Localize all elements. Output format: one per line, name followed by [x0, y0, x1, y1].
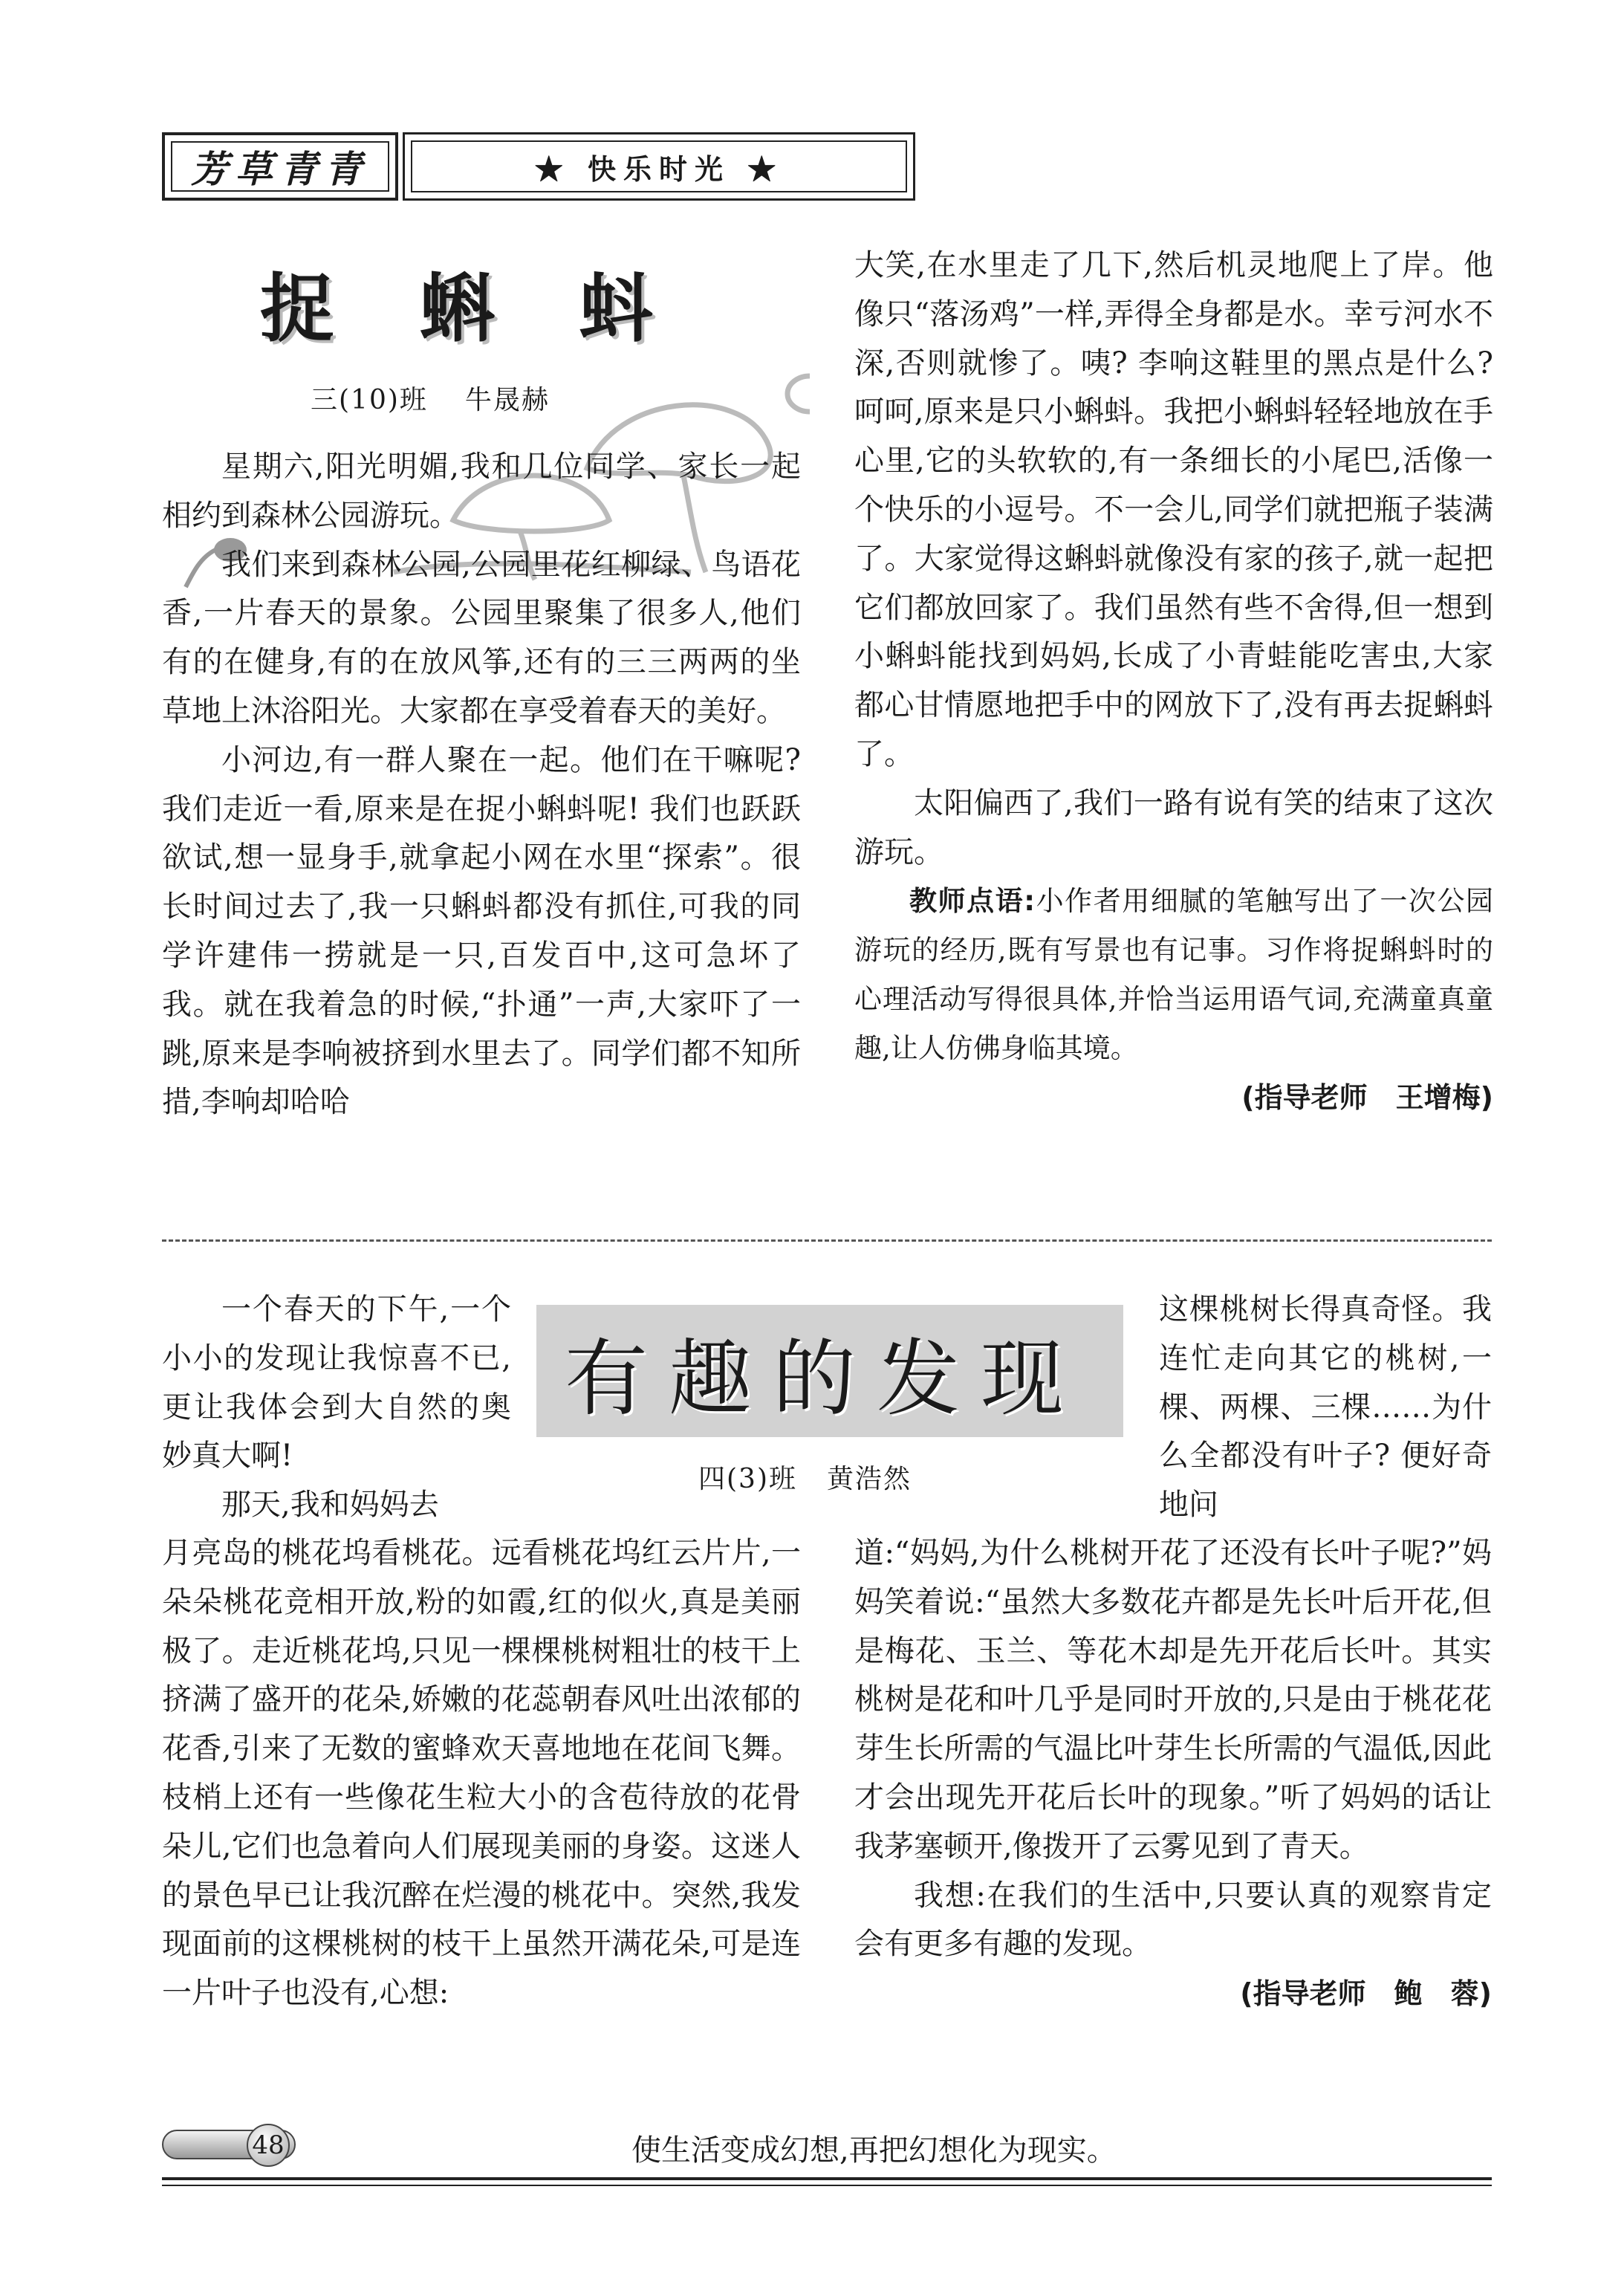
article1-teacher: (指导老师 王增梅) [1241, 1080, 1493, 1114]
teacher-comment-text: 小作者用细腻的笔触写出了一次公园游玩的经历,既有写景也有记事。习作将捉蝌蚪时的心理活动写得很具体,并恰当运用语气词,充满童真童趣,让人仿佛身临其境。 [854, 885, 1494, 1064]
article2-author: 黄浩然 [827, 1464, 912, 1494]
section-divider [162, 1239, 1492, 1242]
page-number: 48 [247, 2124, 290, 2167]
section-badge [162, 132, 398, 201]
article1-paragraph: 太阳偏西了,我们一路有说有笑的结束了这次游玩。 [854, 785, 1493, 869]
article2-byline [698, 1458, 912, 1496]
column-banner [403, 132, 915, 201]
article1-title: 捉 蝌 蚪 [260, 265, 683, 352]
teacher-comment [854, 877, 1493, 1072]
article2-teacher: (指导老师 鲍 蓉) [1240, 1977, 1492, 2011]
article2-paragraph: 我想:在我们的生活中,只要认真的观察肯定会有更多有趣的发现。 [854, 1878, 1492, 1962]
article2-paragraph: 月亮岛的桃花坞看桃花。远看桃花坞红云片片,一朵朵桃花竞相开放,粉的如霞,红的似火,真是美丽极了。走近桃花坞,只见一棵棵桃树粗壮的枝干上挤满了盛开的花朵,娇嫩的花蕊朝春风吐出浓郁的花香,引来了无数的蜜蜂欢天喜地地在花间飞舞。枝梢上还有一些像花生粒大小的含苞待放的花骨朵儿,它们也急着向人们展现美丽的身姿。这迷人的景色早已让我沉醉在烂漫的桃花中。突然,我发现面前的这棵桃树的枝干上虽然开满花朵,可是连一片叶子也没有,心想: [162, 1536, 801, 2011]
article2-class: 四(3)班 [698, 1464, 797, 1494]
article1-paragraph: 大笑,在水里走了几下,然后机灵地爬上了岸。他像只“落汤鸡”一样,弄得全身都是水。幸亏河水不深,否则就惨了。咦? 李响这鞋里的黑点是什么? 呵呵,原来是只小蝌蚪。我把小蝌蚪轻轻地放在手心里,它的头软软的,有一条细长的小尾巴,活像一个快乐的小逗号。不一会儿,同学们就把瓶子装满了。大家觉得这蝌蚪就像没有家的孩子,就一起把它们都放回家了。我们虽然有些不舍得,但一想到小蝌蚪能找到妈妈,长成了小青蛙能吃害虫,大家都心甘情愿地把手中的网放下了,没有再去捉蝌蚪了。 [854, 248, 1493, 771]
article2-paragraph: 一个春天的下午,一个小小的发现让我惊喜不已,更让我体会到大自然的奥妙真大啊! [162, 1292, 511, 1474]
section-title: 芳草青青 [191, 147, 369, 191]
article1-paragraph: 星期六,阳光明媚,我和几位同学、家长一起相约到森林公园游玩。 [162, 450, 801, 533]
footer-motto: 使生活变成幻想,再把幻想化为现实。 [631, 2133, 1117, 2168]
article1-class: 三(10)班 [311, 385, 428, 415]
footer-rule [162, 2177, 1492, 2180]
article1-left-column [162, 443, 801, 1127]
article2-title: 有趣的发现 [565, 1331, 1085, 1427]
teacher-comment-label: 教师点语: [909, 885, 1036, 918]
article2-left-column [162, 1529, 801, 2018]
article2-paragraph: 这棵桃树长得真奇怪。我连忙走向其它的桃树,一棵、两棵、三棵……为什么全都没有叶子? 便好奇地问 [1159, 1292, 1492, 1523]
article1-right-column [854, 242, 1493, 1122]
article2-right-column [854, 1529, 1492, 2018]
article1-author: 牛晟赫 [464, 385, 550, 415]
article2-paragraph: 道:“妈妈,为什么桃树开花了还没有长叶子呢?”妈妈笑着说:“虽然大多数花卉都是先长叶后开花,但是梅花、玉兰、等花木却是先开花后长叶。其实桃树是花和叶几乎是同时开放的,只是由于桃花花芽生长所需的气温比叶芽生长所需的气温低,因此才会出现先开花后长叶的现象。”听了妈妈的话让我茅塞顿开,像拨开了云雾见到了青天。 [854, 1536, 1492, 1864]
footer-rule-thin [162, 2185, 1492, 2186]
article2-top-right [1159, 1286, 1492, 1530]
column-title: ★ 快乐时光 ★ [534, 152, 784, 186]
article1-paragraph: 小河边,有一群人聚在一起。他们在干嘛呢? 我们走近一看,原来是在捉小蝌蚪呢! 我们也跃跃欲试,想一显身手,就拿起小网在水里“探索”。很长时间过去了,我一只蝌蚪都没有抓住,可我的同学许建伟一捞就是一只,百发百中,这可急坏了我。就在我着急的时候,“扑通”一声,大家吓了一跳,原来是李响被挤到水里去了。同学们都不知所措,李响却哈哈 [162, 742, 801, 1120]
article2-paragraph: 那天,我和妈妈去 [221, 1488, 439, 1523]
article1-byline [311, 379, 550, 417]
article1-paragraph: 我们来到森林公园,公园里花红柳绿、鸟语花香,一片春天的景象。公园里聚集了很多人,他们有的在健身,有的在放风筝,还有的三三两两的坐草地上沐浴阳光。大家都在享受着春天的美好。 [162, 547, 801, 728]
article2-top-left [162, 1286, 511, 1530]
